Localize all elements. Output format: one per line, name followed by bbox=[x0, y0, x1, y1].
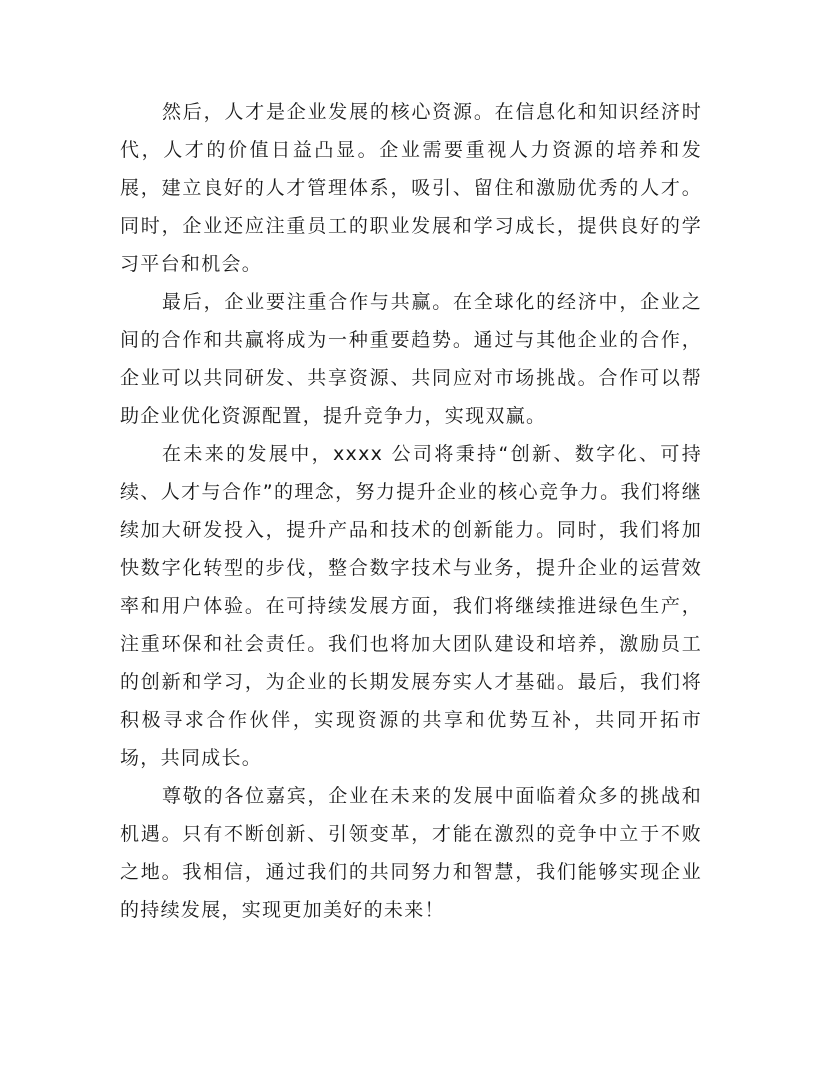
paragraph-talent: 然后，人才是企业发展的核心资源。在信息化和知识经济时代，人才的价值日益凸显。企业需要重视人力资源的培养和发展，建立良好的人才管理体系，吸引、留住和激励优秀的人才。同时，企业还应注重员工的职业发展和学习成长，提供良好的学习平台和机会。 bbox=[120, 101, 702, 275]
paragraph-future-development: 在未来的发展中，xxxx 公司将秉持“创新、数字化、可持续、人才与合作”的理念，努力提升企业的核心竞争力。我们将继续加大研发投入，提升产品和技术的创新能力。同时，我们将加快数字化转型的步伐，整合数字技术与业务，提升企业的运营效率和用户体验。在可持续发展方面，我们将继续推进绿色生产，注重环保和社会责任。我们也将加大团队建设和培养，激励员工的创新和学习，为企业的长期发展夯实人才基础。最后，我们将积极寻求合作伙伴，实现资源的共享和优势互补，共同开拓市场，共同成长。 bbox=[120, 443, 702, 769]
paragraph-cooperation: 最后，企业要注重合作与共赢。在全球化的经济中，企业之间的合作和共赢将成为一种重要趋势。通过与其他企业的合作，企业可以共同研发、共享资源、共同应对市场挑战。合作可以帮助企业优化资源配置，提升竞争力，实现双赢。 bbox=[120, 291, 702, 427]
paragraph-closing: 尊敬的各位嘉宾，企业在未来的发展中面临着众多的挑战和机遇。只有不断创新、引领变革，才能在激烈的竞争中立于不败之地。我相信，通过我们的共同努力和智慧，我们能够实现企业的持续发展，实现更加美好的未来！ bbox=[120, 785, 702, 921]
document-body bbox=[120, 93, 702, 929]
